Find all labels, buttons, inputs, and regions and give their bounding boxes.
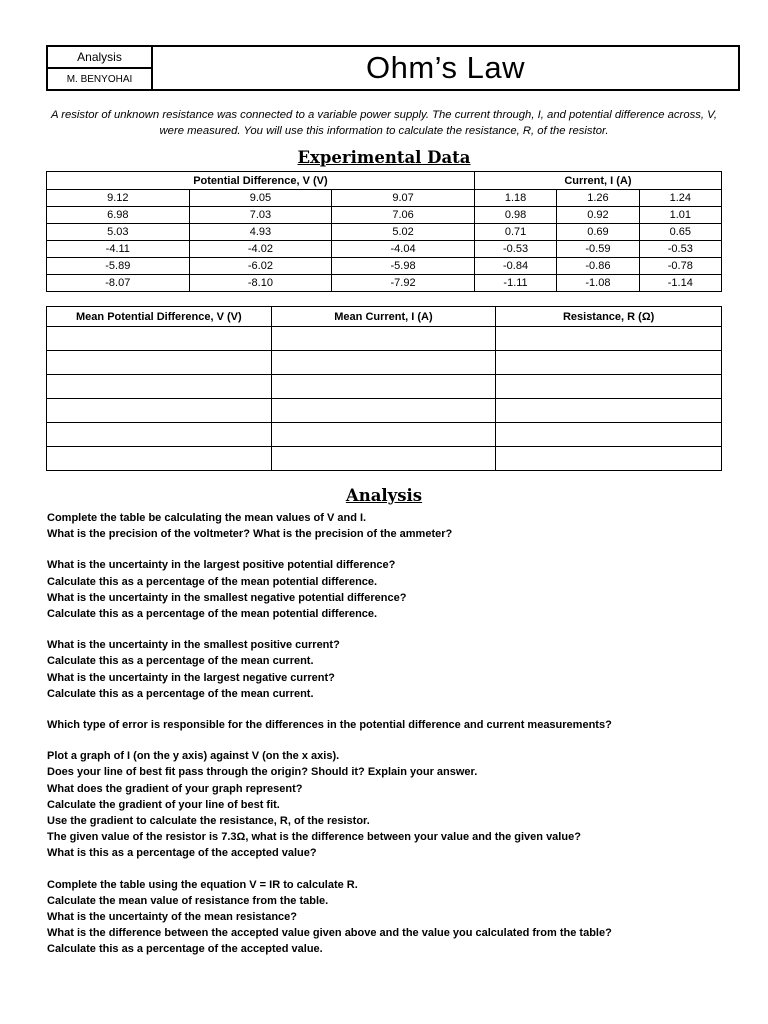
data-cell: 0.65 (639, 224, 721, 241)
question-line: What is the precision of the voltmeter? What is the precision of the ammeter? (47, 528, 453, 541)
empty-cell[interactable] (47, 351, 272, 375)
data-cell: 7.06 (332, 207, 475, 224)
empty-cell[interactable] (496, 327, 722, 351)
empty-cell[interactable] (496, 447, 722, 471)
experimental-data-title: Experimental Data (297, 148, 471, 167)
empty-cell[interactable] (271, 375, 496, 399)
empty-row (47, 423, 722, 447)
question-line: Complete the table using the equation V = IR to calculate R. (47, 878, 358, 891)
analysis-questions (47, 510, 737, 958)
data-cell: -0.86 (557, 258, 639, 275)
data-cell: 0.92 (557, 207, 639, 224)
empty-cell[interactable] (271, 327, 496, 351)
empty-cell[interactable] (496, 399, 722, 423)
question-line: The given value of the resistor is 7.3Ω, what is the difference between your value and the given value? (47, 831, 581, 844)
question-line: What is the uncertainty in the largest negative current? (47, 671, 335, 684)
data-cell: 6.98 (47, 207, 190, 224)
empty-cell[interactable] (47, 375, 272, 399)
data-cell: 9.12 (47, 190, 190, 207)
empty-cell[interactable] (496, 375, 722, 399)
spacer (47, 702, 737, 717)
empty-row (47, 351, 722, 375)
data-row (47, 190, 722, 207)
empty-cell[interactable] (271, 447, 496, 471)
empty-cell[interactable] (496, 351, 722, 375)
data-cell: -0.84 (474, 258, 556, 275)
header-box (46, 45, 740, 91)
empty-cell[interactable] (496, 423, 722, 447)
data-cell: -1.11 (474, 275, 556, 292)
pd-header: Potential Difference, V (V) (47, 172, 475, 190)
data-cell: -4.04 (332, 241, 475, 258)
empty-row (47, 399, 722, 423)
data-cell: -8.07 (47, 275, 190, 292)
data-cell: -0.53 (639, 241, 721, 258)
question-line: Does your line of best fit pass through the origin? Should it? Explain your answer. (47, 766, 478, 779)
data-cell: -6.02 (189, 258, 332, 275)
experimental-data-table (46, 171, 722, 292)
question-line: Calculate the mean value of resistance from the table. (47, 894, 329, 907)
question-line: Calculate this as a percentage of the mean potential difference. (47, 575, 378, 588)
mean-table-header: Mean Potential Difference, V (V) (47, 307, 272, 327)
empty-row (47, 327, 722, 351)
data-cell: 0.69 (557, 224, 639, 241)
empty-cell[interactable] (271, 351, 496, 375)
header-left (48, 47, 153, 89)
question-line: What is this as a percentage of the accepted value? (47, 847, 317, 860)
empty-row (47, 375, 722, 399)
data-cell: -4.11 (47, 241, 190, 258)
data-cell: 9.07 (332, 190, 475, 207)
data-cell: 0.98 (474, 207, 556, 224)
data-cell: 0.71 (474, 224, 556, 241)
page-title: Ohm’s Law (366, 50, 525, 85)
data-row (47, 275, 722, 292)
data-row (47, 224, 722, 241)
spacer (47, 862, 737, 877)
data-cell: 5.03 (47, 224, 190, 241)
question-line: Use the gradient to calculate the resistance, R, of the resistor. (47, 815, 370, 828)
spacer (47, 542, 737, 557)
data-cell: -5.89 (47, 258, 190, 275)
data-cell: -4.02 (189, 241, 332, 258)
question-line: Calculate the gradient of your line of best fit. (47, 798, 280, 811)
empty-cell[interactable] (47, 447, 272, 471)
question-line: What is the uncertainty in the largest positive potential difference? (47, 559, 396, 572)
data-cell: 1.24 (639, 190, 721, 207)
data-cell: 4.93 (189, 224, 332, 241)
data-cell: -1.08 (557, 275, 639, 292)
mean-results-table (46, 306, 722, 471)
question-line: What does the gradient of your graph represent? (47, 782, 303, 795)
mean-table-header: Mean Current, I (A) (271, 307, 496, 327)
intro-text: A resistor of unknown resistance was connected to a variable power supply. The current through, I, and potential difference across, V, were measured. You will use this information to calculate the resistance, R, of the resistor. (50, 109, 718, 137)
data-cell: -0.59 (557, 241, 639, 258)
data-cell: -8.10 (189, 275, 332, 292)
data-cell: 1.18 (474, 190, 556, 207)
empty-cell[interactable] (47, 399, 272, 423)
question-line: What is the difference between the accepted value given above and the value you calculated from the table? (47, 927, 612, 940)
data-cell: 9.05 (189, 190, 332, 207)
data-row (47, 258, 722, 275)
empty-cell[interactable] (271, 423, 496, 447)
question-line: What is the uncertainty in the smallest negative potential difference? (47, 591, 407, 604)
data-row (47, 207, 722, 224)
empty-cell[interactable] (271, 399, 496, 423)
data-cell: -0.53 (474, 241, 556, 258)
spacer (47, 622, 737, 637)
mean-table-header: Resistance, R (Ω) (496, 307, 722, 327)
empty-cell[interactable] (47, 327, 272, 351)
data-cell: -0.78 (639, 258, 721, 275)
analysis-title: Analysis (345, 486, 423, 505)
data-row (47, 241, 722, 258)
question-line: What is the uncertainty of the mean resistance? (47, 911, 298, 924)
data-cell: 1.26 (557, 190, 639, 207)
question-line: Which type of error is responsible for the differences in the potential difference and current measurements? (47, 719, 612, 732)
question-line: What is the uncertainty in the smallest positive current? (47, 639, 340, 652)
spacer (47, 733, 737, 748)
current-header: Current, I (A) (474, 172, 721, 190)
data-cell: 7.03 (189, 207, 332, 224)
empty-row (47, 447, 722, 471)
category-label: Analysis (48, 47, 151, 69)
question-line: Calculate this as a percentage of the mean current. (47, 687, 314, 700)
empty-cell[interactable] (47, 423, 272, 447)
question-line: Calculate this as a percentage of the accepted value. (47, 943, 323, 956)
author-label: M. BENYOHAI (66, 73, 133, 85)
question-line: Calculate this as a percentage of the mean current. (47, 655, 314, 668)
data-cell: 1.01 (639, 207, 721, 224)
data-cell: -5.98 (332, 258, 475, 275)
data-cell: -7.92 (332, 275, 475, 292)
data-cell: -1.14 (639, 275, 721, 292)
data-cell: 5.02 (332, 224, 475, 241)
question-line: Complete the table be calculating the mean values of V and I. (47, 512, 367, 524)
question-line: Plot a graph of I (on the y axis) against V (on the x axis). (47, 750, 340, 763)
question-line: Calculate this as a percentage of the mean potential difference. (47, 608, 378, 621)
